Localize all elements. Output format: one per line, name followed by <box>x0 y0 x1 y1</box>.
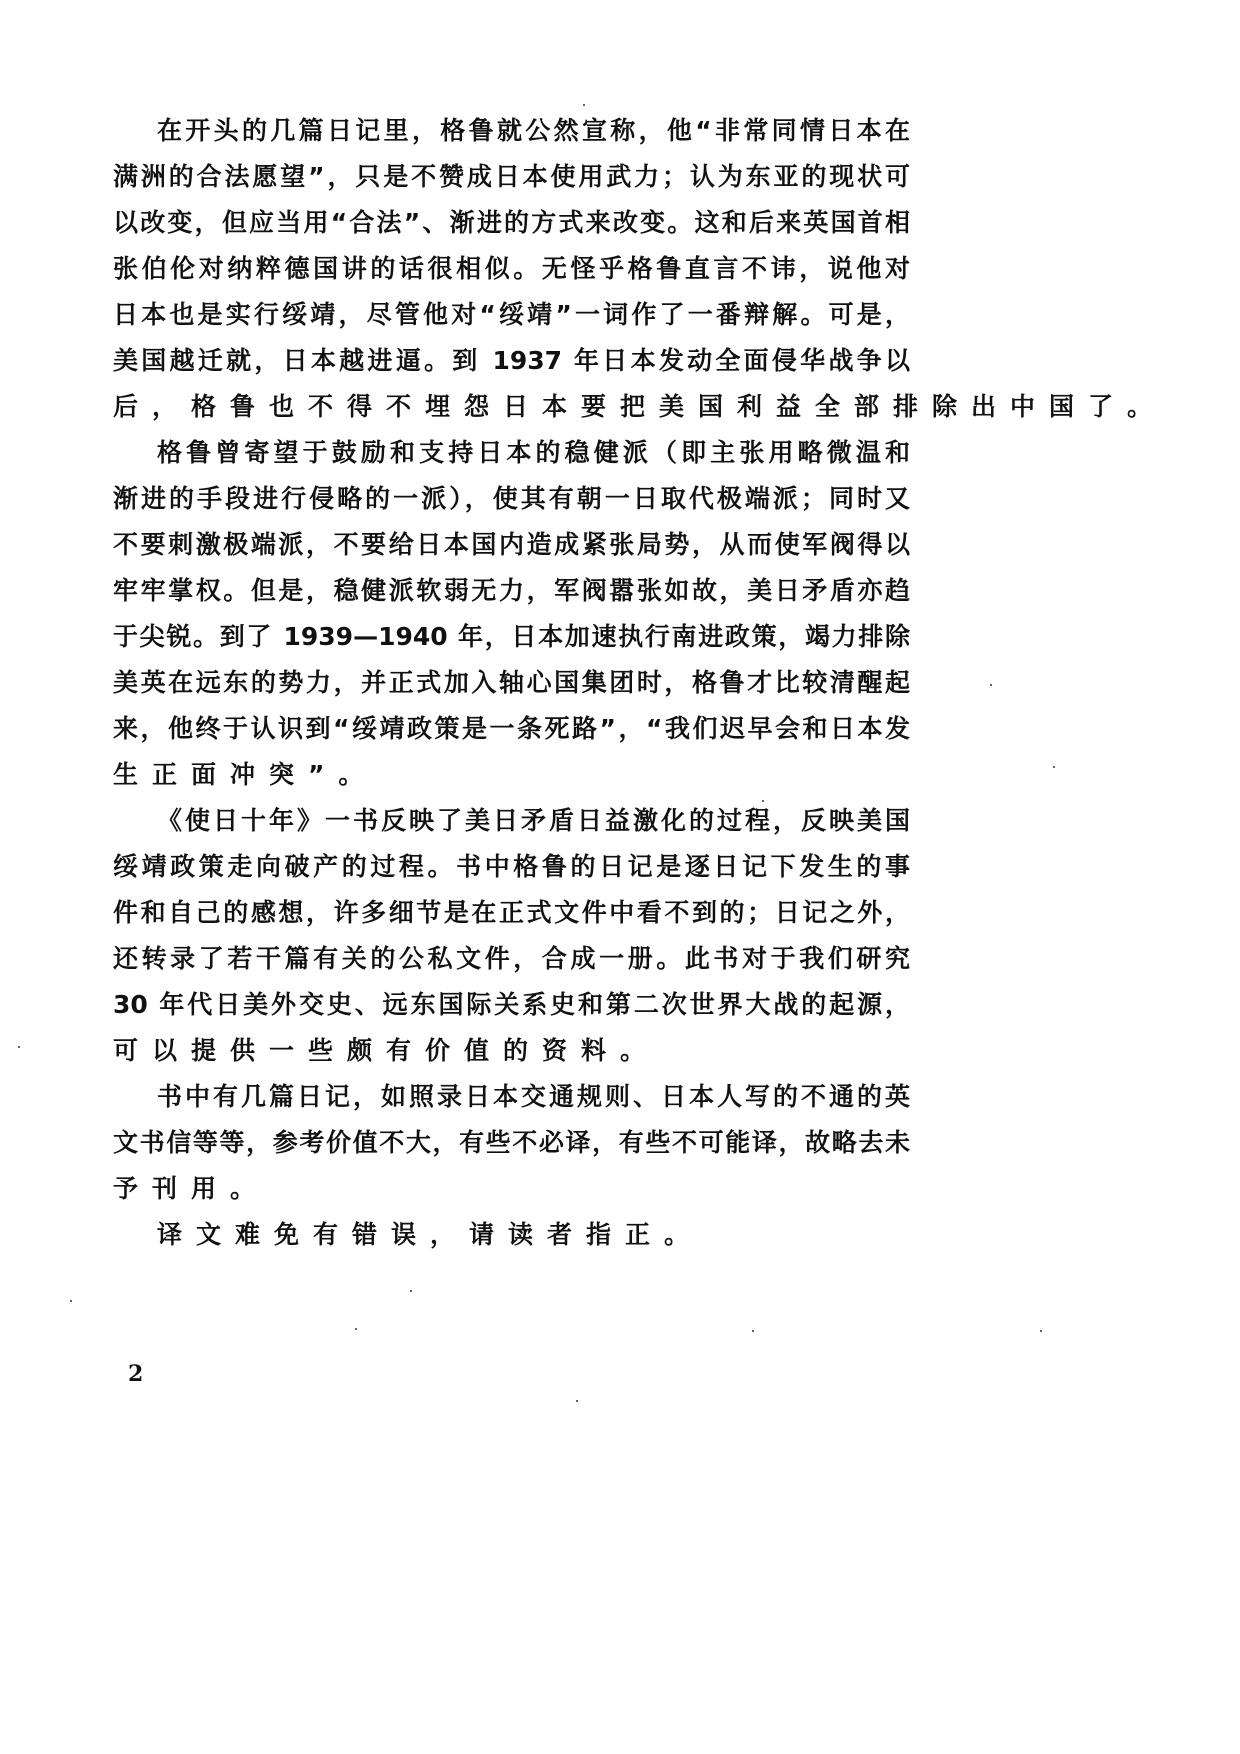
paragraph-4-line-3: 予刊用。 <box>113 1174 270 1203</box>
paragraph-2-line-6: 美英在远东的势力，并正式加入轴心国集团时，格鲁才比较清醒起 <box>113 668 910 697</box>
paragraph-3-line-1: 《使日十年》一书反映了美日矛盾日益激化的过程，反映美国 <box>157 806 910 835</box>
paragraph-3-line-5: 30 年代日美外交史、远东国际关系史和第二次世界大战的起源， <box>113 990 910 1019</box>
scan-speck <box>18 1046 20 1048</box>
paragraph-3-line-3: 件和自己的感想，许多细节是在正式文件中看不到的；日记之外， <box>113 898 910 927</box>
paragraph-2-line-3: 不要刺激极端派，不要给日本国内造成紧张局势，从而使军阀得以 <box>113 530 910 559</box>
paragraph-1-line-5: 日本也是实行绥靖，尽管他对“绥靖”一词作了一番辩解。可是， <box>113 300 910 329</box>
paragraph-2-line-7: 来，他终于认识到“绥靖政策是一条死路”，“我们迟早会和日本发 <box>113 714 910 743</box>
paragraph-5-line-1: 译文难免有错误，请读者指正。 <box>157 1220 704 1249</box>
paragraph-1-line-3: 以改变，但应当用“合法”、渐进的方式来改变。这和后来英国首相 <box>113 208 910 237</box>
scan-speck <box>752 1330 754 1332</box>
paragraph-2-line-5: 于尖锐。到了 1939—1940 年，日本加速执行南进政策，竭力排除 <box>113 622 910 651</box>
paragraph-3-line-6: 可以提供一些颇有价值的资料。 <box>113 1036 660 1065</box>
paragraph-1-line-7: 后，格鲁也不得不埋怨日本要把美国利益全部排除出中国了。 <box>113 392 1167 421</box>
paragraph-1-line-1: 在开头的几篇日记里，格鲁就公然宣称，他“非常同情日本在 <box>157 116 910 145</box>
scan-speck <box>576 1400 578 1402</box>
paragraph-1-line-6: 美国越迁就，日本越进逼。到 1937 年日本发动全面侵华战争以 <box>113 346 910 375</box>
paragraph-2-line-1: 格鲁曾寄望于鼓励和支持日本的稳健派（即主张用略微温和 <box>157 438 910 467</box>
scan-speck <box>762 800 764 802</box>
scan-speck <box>1040 1330 1042 1332</box>
scan-speck <box>583 104 585 106</box>
paragraph-1-line-4: 张伯伦对纳粹德国讲的话很相似。无怪乎格鲁直言不讳，说他对 <box>113 254 910 283</box>
paragraph-3-line-2: 绥靖政策走向破产的过程。书中格鲁的日记是逐日记下发生的事 <box>113 852 910 881</box>
paragraph-2-line-4: 牢牢掌权。但是，稳健派软弱无力，军阀嚣张如故，美日矛盾亦趋 <box>113 576 910 605</box>
paragraph-4-line-2: 文书信等等，参考价值不大，有些不必译，有些不可能译，故略去未 <box>113 1128 910 1157</box>
paragraph-2-line-8: 生正面冲突”。 <box>113 760 378 789</box>
scan-speck <box>410 1290 412 1292</box>
paragraph-1-line-2: 满洲的合法愿望”，只是不赞成日本使用武力；认为东亚的现状可 <box>113 162 910 191</box>
scan-speck <box>1053 766 1055 768</box>
paragraph-3-line-4: 还转录了若干篇有关的公私文件，合成一册。此书对于我们研究 <box>113 944 910 973</box>
paragraph-2-line-2: 渐进的手段进行侵略的一派），使其有朝一日取代极端派；同时又 <box>113 484 910 513</box>
paragraph-4-line-1: 书中有几篇日记，如照录日本交通规则、日本人写的不通的英 <box>157 1082 910 1111</box>
scan-speck <box>355 1328 357 1330</box>
scan-speck <box>70 1300 72 1302</box>
scan-speck <box>990 684 992 686</box>
page-number: 2 <box>128 1361 144 1387</box>
